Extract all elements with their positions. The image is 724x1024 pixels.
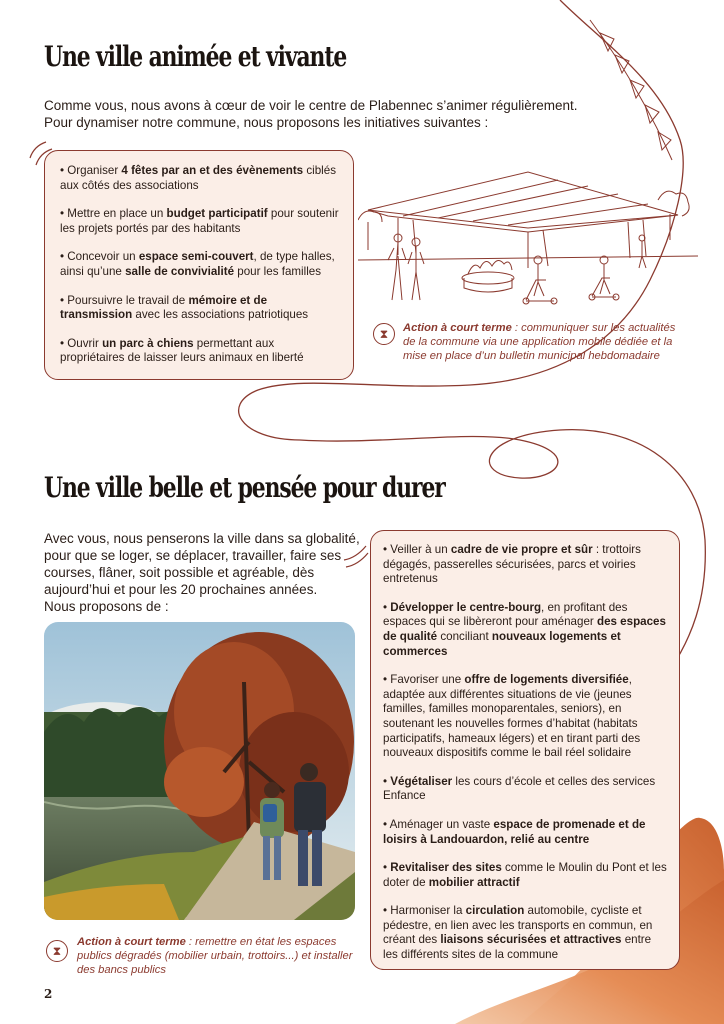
list-item: • Revitaliser des sites comme le Moulin du Pont et les doter de mobilier attractif (383, 861, 667, 889)
section1-intro-line2: Pour dynamiser notre commune, nous proposons les initiatives suivantes : (44, 115, 489, 130)
section2-intro-tail: Nous proposons de : (44, 599, 169, 614)
section1-title: Une ville animée et vivante (44, 40, 347, 73)
list-item: • Aménager un vaste espace de promenade et de loisirs à Landouardon, relié au centre (383, 817, 646, 846)
page-number: 2 (44, 987, 53, 1001)
list-item: • Ouvrir un parc à chiens permettant aux propriétaires de laisser leurs animaux en liberté (60, 336, 304, 365)
lake-path-photo (44, 622, 355, 920)
list-item: • Concevoir un espace semi-couvert, de type halles, ainsi qu’une salle de convivialité pour les familles (60, 250, 335, 278)
market-hall-sketch (358, 160, 698, 320)
action-label-2: Action à court terme (77, 936, 186, 948)
hourglass-icon: ⧗ (373, 323, 395, 345)
section1-intro-line1: Comme vous, nous avons à cœur de voir le centre de Plabennec s’animer régulièrement. (44, 98, 578, 113)
action-label: Action à court terme (403, 322, 512, 334)
list-item: • Développer le centre-bourg, en profitant des espaces qui se libèreront pour aménager des espaces de qualité conciliant nouveaux logements et commerces (383, 600, 666, 658)
section2-intro-text: Avec vous, nous penserons la ville dans sa globalité, pour que se loger, se déplacer, travailler, faire ses courses, flâner, soit possible et agréable, dès aujourd’hui et pour les 20 prochaines années. (44, 531, 360, 597)
list-item: • Poursuivre le travail de mémoire et de transmission avec les associations patriotiques (60, 293, 309, 322)
pennant-flags (600, 33, 671, 150)
section2-proposals-box (370, 530, 680, 970)
list-item: • Organiser 4 fêtes par an et des évènements ciblés aux côtés des associations (60, 164, 336, 192)
list-item: • Harmoniser la circulation automobile, cycliste et pédestre, en lien avec les transports en commun, en créant des liaisons sécurisées et attractives entre les différents sites de la commune (383, 904, 653, 962)
hourglass-icon-2: ⧗ (46, 940, 68, 962)
list-item: • Mettre en place un budget participatif pour soutenir les projets portés par des habitants (60, 207, 339, 235)
action-text: : communiquer sur les actualités de la commune via une application mobile dédiée et la mise en place d’un bulletin municipal hebdomadaire (403, 322, 676, 362)
section2-short-term-action (77, 935, 357, 977)
section1-short-term-action (403, 321, 683, 363)
list-item: • Végétaliser les cours d’école et celles des services Enfance (383, 774, 656, 803)
section1-initiatives-box (44, 150, 354, 380)
section1-intro (44, 97, 604, 131)
list-item: • Veiller à un cadre de vie propre et sûr : trottoirs dégagés, passerelles sécurisées, parcs et voiries entretenus (383, 543, 641, 586)
section2-title: Une ville belle et pensée pour durer (44, 471, 445, 504)
action-text-2: : remettre en état les espaces publics dégradés (mobilier urbain, trottoirs...) et installer des bancs publics (77, 936, 353, 976)
list-item: • Favoriser une offre de logements diversifiée, adaptée aux différentes situations de vie (jeunes familles, familles monoparentales, seniors), en soutenant les nouvelles formes d’habitat (habitats participatifs, hameaux légers) et en tirant parti des nouveaux dispositifs comme le bail réel solidaire (383, 673, 641, 760)
section2-intro (44, 530, 360, 615)
